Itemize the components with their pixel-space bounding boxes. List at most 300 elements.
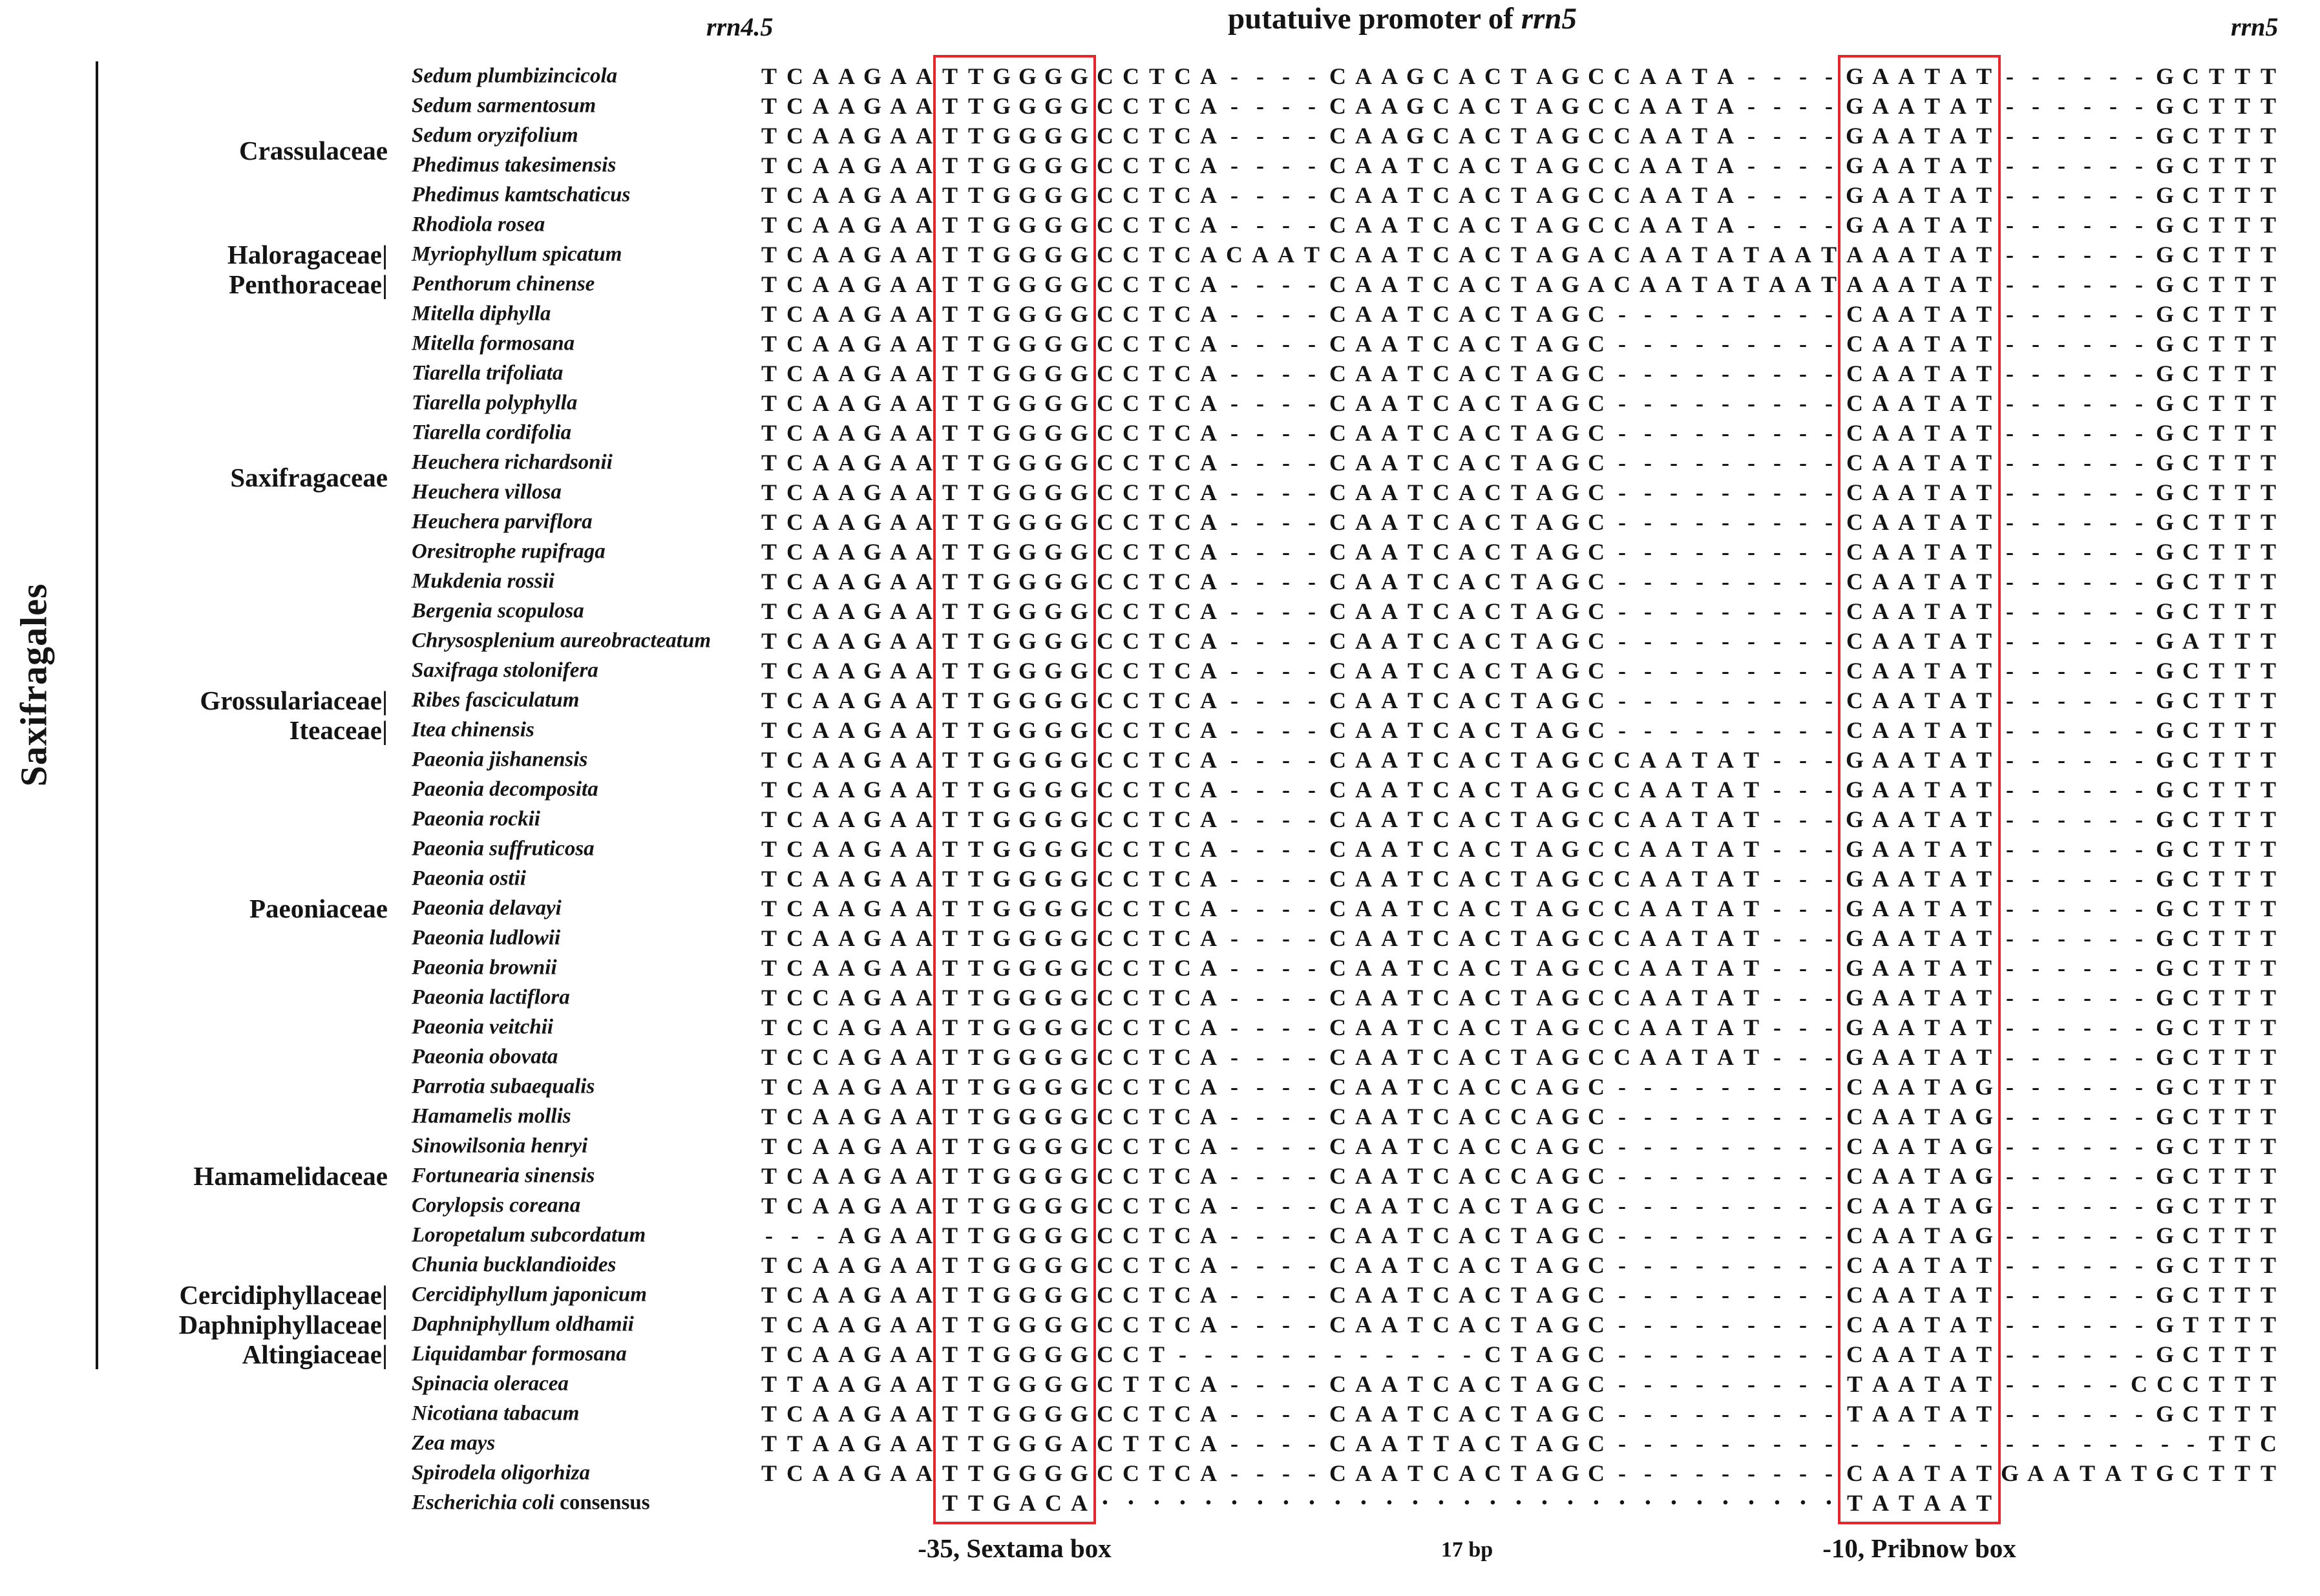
seq-char: A xyxy=(812,1460,829,1486)
seq-char: - xyxy=(1670,1282,1678,1308)
seq-char: A xyxy=(1640,63,1656,89)
seq-char: T xyxy=(1924,688,1940,713)
seq-char: C xyxy=(812,985,829,1011)
seq-char: C xyxy=(1097,777,1113,803)
seq-char: - xyxy=(1282,806,1290,832)
seq-char: - xyxy=(1773,598,1781,624)
seq-char: G xyxy=(992,747,1011,773)
seq-char: A xyxy=(1898,1193,1915,1219)
seq-char: C xyxy=(1174,777,1191,803)
species-name-italic: Zea mays xyxy=(412,1431,496,1455)
seq-char: A xyxy=(1898,1163,1915,1189)
seq-char: A xyxy=(916,836,933,862)
seq-char: C xyxy=(1614,242,1630,268)
seq-char: G xyxy=(992,182,1011,208)
seq-char: A xyxy=(1665,271,1682,297)
seq-char: - xyxy=(1825,1104,1833,1129)
seq-char: - xyxy=(2109,63,2117,89)
seq-char: - xyxy=(2109,955,2117,981)
seq-char: C xyxy=(1433,1460,1450,1486)
seq-char: C xyxy=(1097,1401,1113,1427)
seq-char: A xyxy=(1200,896,1217,921)
seq-char: A xyxy=(1536,688,1553,713)
seq-char: C xyxy=(2182,1104,2199,1129)
seq-char: A xyxy=(1381,509,1398,535)
seq-char: A xyxy=(1536,1460,1553,1486)
species-name-italic: Phedimus takesimensis xyxy=(412,153,617,177)
seq-char: - xyxy=(1747,63,1755,89)
seq-char: T xyxy=(1148,242,1165,268)
seq-char: A xyxy=(890,450,907,476)
species-name-italic: Liquidambar formosana xyxy=(412,1342,627,1366)
seq-char: T xyxy=(2260,479,2276,505)
seq-char: C xyxy=(1588,1401,1605,1427)
seq-char: A xyxy=(838,152,855,178)
seq-char: G xyxy=(1070,628,1088,654)
seq-char: - xyxy=(1696,1133,1703,1159)
alignment-rows xyxy=(0,61,2320,1518)
seq-char: - xyxy=(1696,390,1703,416)
seq-char: - xyxy=(1230,1193,1238,1219)
seq-char: A xyxy=(812,539,829,565)
seq-char: C xyxy=(786,658,803,684)
seq-char: C xyxy=(1174,539,1191,565)
seq-char: A xyxy=(1536,361,1553,386)
seq-char: G xyxy=(1044,896,1062,921)
seq-char: T xyxy=(1148,896,1165,921)
seq-char: - xyxy=(1825,688,1833,713)
seq-char: T xyxy=(761,777,777,803)
species-name-italic: Bergenia scopulosa xyxy=(412,599,584,623)
seq-char: A xyxy=(1381,93,1398,119)
seq-char: G xyxy=(2155,1341,2174,1367)
seq-char: A xyxy=(890,1223,907,1248)
seq-char: A xyxy=(1459,63,1475,89)
seq-char: T xyxy=(2234,777,2250,803)
seq-char: T xyxy=(761,925,777,951)
seq-char: A xyxy=(916,985,933,1011)
seq-char: C xyxy=(786,63,803,89)
seq-char: A xyxy=(1381,420,1398,446)
seq-char: T xyxy=(1691,985,1707,1011)
seq-char: T xyxy=(1148,63,1165,89)
seq-char: A xyxy=(1381,63,1398,89)
seq-char: T xyxy=(2260,1371,2276,1397)
seq-char: - xyxy=(1282,598,1290,624)
seq-char: A xyxy=(1872,1312,1889,1338)
seq-char: A xyxy=(1950,1014,1967,1040)
seq-char: C xyxy=(1484,242,1501,268)
seq-char: C xyxy=(2182,955,2199,981)
seq-char: - xyxy=(1799,420,1807,446)
seq-char: G xyxy=(1845,836,1864,862)
seq-char: G xyxy=(1561,985,1579,1011)
seq-char: T xyxy=(967,539,984,565)
seq-char: - xyxy=(2032,242,2040,268)
seq-char: T xyxy=(1691,777,1707,803)
seq-char: - xyxy=(1747,361,1755,386)
seq-char: A xyxy=(916,1193,933,1219)
seq-char: - xyxy=(2006,1371,2014,1397)
seq-char: T xyxy=(2260,1312,2276,1338)
seq-char: A xyxy=(1381,1074,1398,1100)
seq-char: T xyxy=(2260,152,2276,178)
seq-char: T xyxy=(1510,955,1526,981)
seq-char: G xyxy=(1561,777,1579,803)
seq-char: A xyxy=(838,569,855,594)
seq-char: T xyxy=(1924,123,1940,149)
seq-char: A xyxy=(1898,747,1915,773)
seq-char: - xyxy=(2032,896,2040,921)
seq-char: - xyxy=(2032,331,2040,357)
seq-char: - xyxy=(1670,301,1678,327)
seq-char: G xyxy=(992,1282,1011,1308)
seq-char: A xyxy=(812,747,829,773)
seq-char: T xyxy=(1820,271,1837,297)
seq-char: A xyxy=(1381,1252,1398,1278)
seq-char: C xyxy=(1174,1401,1191,1427)
seq-char: A xyxy=(1898,955,1915,981)
seq-char: A xyxy=(1588,242,1605,268)
seq-char: - xyxy=(1799,1044,1807,1070)
seq-char: A xyxy=(1459,479,1475,505)
seq-char: G xyxy=(863,152,881,178)
seq-char: C xyxy=(1433,658,1450,684)
seq-char: A xyxy=(1355,479,1372,505)
seq-char: A xyxy=(1769,242,1786,268)
seq-char: A xyxy=(1872,1014,1889,1040)
seq-char: C xyxy=(1846,569,1863,594)
seq-char: A xyxy=(1898,539,1915,565)
seq-char: - xyxy=(1825,658,1833,684)
seq-char: - xyxy=(1644,361,1652,386)
seq-char: T xyxy=(2208,1401,2224,1427)
seq-char: - xyxy=(1282,1104,1290,1129)
seq-char: T xyxy=(2260,242,2276,268)
seq-char: A xyxy=(1355,1044,1372,1070)
seq-char: • xyxy=(1774,1495,1780,1511)
family-label: Penthoraceae| xyxy=(229,269,388,299)
seq-char: C xyxy=(1329,688,1346,713)
seq-char: T xyxy=(761,1371,777,1397)
seq-char: G xyxy=(863,331,881,357)
seq-char: T xyxy=(1148,509,1165,535)
seq-char: T xyxy=(761,271,777,297)
seq-char: T xyxy=(1407,717,1423,743)
seq-char: - xyxy=(2058,361,2065,386)
seq-char: C xyxy=(1329,1074,1346,1100)
seq-char: A xyxy=(916,301,933,327)
seq-char: T xyxy=(2208,331,2224,357)
seq-char: A xyxy=(1950,1252,1967,1278)
seq-char: C xyxy=(2182,985,2199,1011)
seq-char: - xyxy=(1230,1252,1238,1278)
seq-char: A xyxy=(1381,628,1398,654)
seq-char: - xyxy=(2083,93,2091,119)
seq-char: A xyxy=(1769,271,1786,297)
seq-char: A xyxy=(1200,1401,1217,1427)
seq-char: T xyxy=(942,1371,958,1397)
seq-char: C xyxy=(1484,658,1501,684)
seq-char: - xyxy=(1282,658,1290,684)
seq-char: T xyxy=(2234,1431,2250,1456)
seq-char: A xyxy=(1950,509,1967,535)
seq-char: T xyxy=(1510,1312,1526,1338)
seq-char: T xyxy=(1407,955,1423,981)
seq-char: - xyxy=(1618,569,1626,594)
seq-char: - xyxy=(1722,628,1729,654)
seq-char: - xyxy=(1799,301,1807,327)
seq-char: T xyxy=(761,1163,777,1189)
seq-char: - xyxy=(1722,569,1729,594)
seq-char: A xyxy=(812,301,829,327)
seq-char: G xyxy=(1561,152,1579,178)
species-name xyxy=(412,808,540,832)
seq-char: - xyxy=(1308,331,1316,357)
seq-char: G xyxy=(992,361,1011,386)
seq-char: C xyxy=(1846,361,1863,386)
seq-char: G xyxy=(992,63,1011,89)
seq-char: T xyxy=(2234,152,2250,178)
seq-char: T xyxy=(1691,212,1707,238)
seq-char: T xyxy=(1510,361,1526,386)
seq-char: G xyxy=(1070,450,1088,476)
seq-char: A xyxy=(1355,598,1372,624)
seq-char: G xyxy=(1044,420,1062,446)
seq-char: C xyxy=(1174,747,1191,773)
seq-char: T xyxy=(967,569,984,594)
seq-char: - xyxy=(1747,1252,1755,1278)
seq-char: A xyxy=(1898,569,1915,594)
seq-char: C xyxy=(2182,1193,2199,1219)
seq-char: • xyxy=(1593,1495,1599,1511)
seq-char: A xyxy=(1381,658,1398,684)
seq-char: A xyxy=(1459,361,1475,386)
seq-char: - xyxy=(1954,1431,1962,1456)
seq-char: C xyxy=(1097,1371,1113,1397)
seq-char: A xyxy=(1950,479,1967,505)
seq-char: G xyxy=(1044,509,1062,535)
seq-char: - xyxy=(1308,182,1316,208)
seq-char: - xyxy=(2135,420,2143,446)
seq-char: A xyxy=(812,628,829,654)
seq-char: • xyxy=(1154,1495,1160,1511)
seq-char: T xyxy=(1976,569,1992,594)
seq-char: A xyxy=(812,361,829,386)
seq-char: G xyxy=(863,1252,881,1278)
seq-char: C xyxy=(1329,271,1346,297)
seq-char: G xyxy=(1561,1341,1579,1367)
seq-char: C xyxy=(1174,569,1191,594)
seq-char: - xyxy=(2109,1341,2117,1367)
seq-char: G xyxy=(1018,301,1037,327)
seq-char: A xyxy=(1381,1282,1398,1308)
seq-char: G xyxy=(1070,985,1088,1011)
seq-char: C xyxy=(1484,539,1501,565)
seq-char: C xyxy=(1174,1044,1191,1070)
species-name xyxy=(412,243,622,267)
seq-char: A xyxy=(838,63,855,89)
seq-char: - xyxy=(1256,1312,1264,1338)
seq-char: - xyxy=(2058,301,2065,327)
seq-char: A xyxy=(1872,985,1889,1011)
seq-char: - xyxy=(2083,1341,2091,1367)
seq-char: - xyxy=(1696,450,1703,476)
seq-char: - xyxy=(1256,806,1264,832)
seq-char: G xyxy=(1044,985,1062,1011)
seq-char: A xyxy=(812,450,829,476)
seq-char: - xyxy=(765,1223,773,1248)
seq-char: C xyxy=(1433,628,1450,654)
seq-char: T xyxy=(2260,985,2276,1011)
seq-char: - xyxy=(2032,63,2040,89)
seq-char: T xyxy=(1924,1371,1940,1397)
seq-char: C xyxy=(786,1014,803,1040)
seq-char: G xyxy=(1044,1431,1062,1456)
seq-char: - xyxy=(1282,1282,1290,1308)
seq-char: C xyxy=(1097,747,1113,773)
seq-char: - xyxy=(2058,955,2065,981)
seq-char: T xyxy=(942,866,958,892)
species-name xyxy=(412,1402,579,1426)
seq-char: - xyxy=(1282,1341,1290,1367)
seq-char: G xyxy=(992,479,1011,505)
seq-char: G xyxy=(992,390,1011,416)
seq-char: G xyxy=(1406,63,1424,89)
seq-char: A xyxy=(890,866,907,892)
seq-char: - xyxy=(1747,450,1755,476)
species-name-italic: Tiarella polyphylla xyxy=(412,391,578,415)
seq-char: A xyxy=(1536,777,1553,803)
seq-char: - xyxy=(1230,361,1238,386)
seq-char: - xyxy=(1618,539,1626,565)
species-name xyxy=(412,362,563,386)
seq-char: T xyxy=(1924,1401,1940,1427)
seq-char: A xyxy=(812,1104,829,1129)
seq-char: - xyxy=(2135,390,2143,416)
seq-char: A xyxy=(1459,658,1475,684)
seq-char: T xyxy=(1148,866,1165,892)
seq-char: - xyxy=(1670,331,1678,357)
seq-char: - xyxy=(1773,93,1781,119)
seq-char: C xyxy=(2182,509,2199,535)
seq-char: - xyxy=(1334,1341,1342,1367)
seq-char: G xyxy=(2155,1282,2174,1308)
seq-char: - xyxy=(1282,777,1290,803)
seq-char: G xyxy=(1561,1044,1579,1070)
seq-char: - xyxy=(2058,331,2065,357)
seq-char: - xyxy=(1825,1014,1833,1040)
seq-char: G xyxy=(1561,331,1579,357)
seq-char: - xyxy=(2058,1282,2065,1308)
seq-char: T xyxy=(1148,1074,1165,1100)
seq-char: C xyxy=(1614,777,1630,803)
seq-char: T xyxy=(1407,1014,1423,1040)
seq-char: T xyxy=(1924,1312,1940,1338)
seq-char: A xyxy=(1898,925,1915,951)
seq-char: A xyxy=(1459,509,1475,535)
seq-char: - xyxy=(1825,93,1833,119)
seq-char: A xyxy=(1355,1312,1372,1338)
seq-char: - xyxy=(1799,717,1807,743)
seq-char: - xyxy=(1773,747,1781,773)
seq-char: - xyxy=(2058,1312,2065,1338)
seq-char: C xyxy=(1614,93,1630,119)
seq-char: G xyxy=(1044,123,1062,149)
species-name-italic: Chunia bucklandioides xyxy=(412,1253,617,1277)
seq-char: - xyxy=(2109,1014,2117,1040)
seq-char: - xyxy=(1799,450,1807,476)
seq-char: T xyxy=(2260,1104,2276,1129)
seq-char: C xyxy=(1588,925,1605,951)
species-name xyxy=(412,1491,650,1515)
seq-char: - xyxy=(1256,896,1264,921)
seq-char: C xyxy=(1484,806,1501,832)
species-name xyxy=(412,1254,616,1277)
seq-char: T xyxy=(1148,539,1165,565)
seq-char: T xyxy=(1123,1371,1139,1397)
seq-char: - xyxy=(2135,271,2143,297)
seq-char: T xyxy=(967,450,984,476)
seq-char: - xyxy=(2058,717,2065,743)
seq-char: A xyxy=(1665,925,1682,951)
seq-char: - xyxy=(2109,1104,2117,1129)
seq-char: G xyxy=(1561,301,1579,327)
seq-char: C xyxy=(2182,152,2199,178)
seq-char: G xyxy=(1845,925,1864,951)
seq-char: C xyxy=(786,1104,803,1129)
seq-char: C xyxy=(1433,985,1450,1011)
seq-char: G xyxy=(992,93,1011,119)
seq-char: C xyxy=(786,1074,803,1100)
seq-char: T xyxy=(2260,628,2276,654)
seq-char: - xyxy=(2109,301,2117,327)
seq-char: A xyxy=(890,539,907,565)
seq-char: T xyxy=(942,658,958,684)
seq-char: T xyxy=(2260,688,2276,713)
seq-char: G xyxy=(1561,688,1579,713)
seq-char: - xyxy=(1799,777,1807,803)
seq-char: - xyxy=(1670,1312,1678,1338)
seq-char: C xyxy=(1588,539,1605,565)
seq-char: A xyxy=(1950,1401,1967,1427)
seq-char: T xyxy=(2260,866,2276,892)
seq-char: - xyxy=(1825,123,1833,149)
seq-char: C xyxy=(1329,361,1346,386)
seq-char: A xyxy=(1459,390,1475,416)
seq-char: A xyxy=(1898,63,1915,89)
seq-char: C xyxy=(786,1193,803,1219)
family-label: Hamamelidaceae xyxy=(193,1161,388,1191)
seq-char: C xyxy=(1174,598,1191,624)
seq-char: T xyxy=(1924,301,1940,327)
seq-char: T xyxy=(942,955,958,981)
seq-char: - xyxy=(2083,658,2091,684)
seq-char: G xyxy=(1044,658,1062,684)
seq-char: C xyxy=(1174,985,1191,1011)
seq-char: A xyxy=(1381,569,1398,594)
species-name-italic: Sinowilsonia henryi xyxy=(412,1134,588,1158)
seq-char: G xyxy=(992,598,1011,624)
seq-char: A xyxy=(1950,1341,1967,1367)
seq-char: A xyxy=(812,212,829,238)
seq-char: T xyxy=(2234,509,2250,535)
seq-char: A xyxy=(1355,836,1372,862)
seq-char: - xyxy=(1230,1104,1238,1129)
seq-char: T xyxy=(1148,717,1165,743)
seq-char: A xyxy=(1950,896,1967,921)
seq-char: A xyxy=(1459,955,1475,981)
